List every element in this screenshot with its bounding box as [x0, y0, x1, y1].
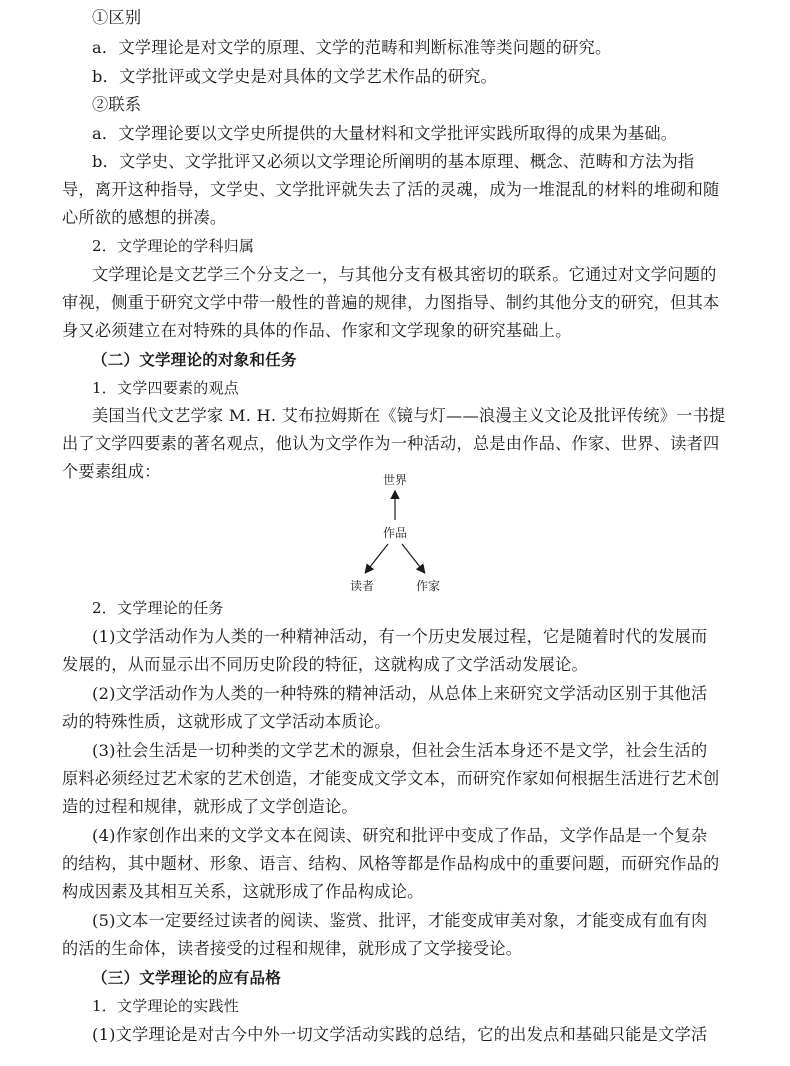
- text-line: 个要素组成：: [62, 462, 161, 481]
- text-line: 原料必须经过艺术家的艺术创造，才能变成文学文本，而研究作家如何根据生活进行艺术创: [62, 769, 720, 788]
- text-line: (4)作家创作出来的文学文本在阅读、研究和批评中变成了作品，文学作品是一个复杂: [92, 826, 708, 845]
- diagram-label-world: 世界: [382, 473, 408, 487]
- section-heading: （三）文学理论的应有品格: [92, 969, 282, 987]
- text-line: 导，离开这种指导，文学史、文学批评就失去了活的灵魂，成为一堆混乱的材料的堆砌和随: [62, 180, 720, 199]
- text-line: b．文学批评或文学史是对具体的文学艺术作品的研究。: [92, 67, 498, 86]
- text-line: 出了文学四要素的著名观点，他认为文学作为一种活动，总是由作品、作家、世界、读者四: [62, 434, 720, 453]
- text-line: 造的过程和规律，就形成了文学创造论。: [62, 797, 358, 816]
- text-line: b．文学史、文学批评又必须以文学理论所阐明的基本原理、概念、范畴和方法为指: [92, 152, 695, 171]
- text-line: 构成因素及其相互关系，这就形成了作品构成论。: [62, 882, 424, 901]
- text-line: 文学理论是文艺学三个分支之一，与其他分支有极其密切的联系。它通过对文学问题的: [92, 265, 717, 284]
- text-line: 美国当代文艺学家 M. H. 艾布拉姆斯在《镜与灯——浪漫主义文论及批评传统》一书提: [92, 406, 726, 425]
- text-line: (1)文学活动作为人类的一种精神活动，有一个历史发展过程，它是随着时代的发展而: [92, 627, 708, 646]
- text-line: a．文学理论是对文学的原理、文学的范畴和判断标准等类问题的研究。: [92, 38, 612, 57]
- four-elements-diagram: [330, 468, 460, 598]
- text-line: 审视，侧重于研究文学中带一般性的普遍的规律，力图指导、制约其他分支的研究，但其本: [62, 293, 720, 312]
- diagram-label-reader: 读者: [349, 579, 375, 593]
- text-line: (3)社会生活是一切种类的文学艺术的源泉，但社会生活本身还不是文学，社会生活的: [92, 741, 708, 760]
- text-line: ①区别: [92, 8, 142, 27]
- subsection-heading: 2．文学理论的学科归属: [92, 237, 255, 255]
- text-line: (1)文学理论是对古今中外一切文学活动实践的总结，它的出发点和基础只能是文学活: [92, 1025, 708, 1044]
- section-heading: （二）文学理论的对象和任务: [92, 351, 297, 369]
- text-line: 动的特殊性质，这就形成了文学活动本质论。: [62, 712, 391, 731]
- arrow-to-reader: [366, 544, 388, 572]
- text-line: 发展的，从而显示出不同历史阶段的特征，这就构成了文学活动发展论。: [62, 655, 588, 674]
- text-line: 的活的生命体，读者接受的过程和规律，就形成了文学接受论。: [62, 939, 523, 958]
- subsection-heading: 1．文学理论的实践性: [92, 997, 240, 1015]
- text-line: 身又必须建立在对特殊的具体的作品、作家和文学现象的研究基础上。: [62, 321, 572, 340]
- text-line: 的结构，其中题材、形象、语言、结构、风格等都是作品构成中的重要问题，而研究作品的: [62, 854, 720, 873]
- arrow-to-author: [402, 544, 424, 572]
- text-line: (5)文本一定要经过读者的阅读、鉴赏、批评，才能变成审美对象，才能变成有血有肉: [92, 911, 708, 930]
- diagram-label-author: 作家: [415, 579, 441, 593]
- subsection-heading: 2．文学理论的任务: [92, 599, 224, 617]
- subsection-heading: 1．文学四要素的观点: [92, 379, 240, 397]
- text-line: 心所欲的感想的拼凑。: [62, 208, 227, 227]
- diagram-label-work: 作品: [382, 526, 408, 540]
- text-line: (2)文学活动作为人类的一种特殊的精神活动，从总体上来研究文学活动区别于其他活: [92, 684, 708, 703]
- text-line: a．文学理论要以文学史所提供的大量材料和文学批评实践所取得的成果为基础。: [92, 124, 678, 143]
- text-line: ②联系: [92, 95, 142, 114]
